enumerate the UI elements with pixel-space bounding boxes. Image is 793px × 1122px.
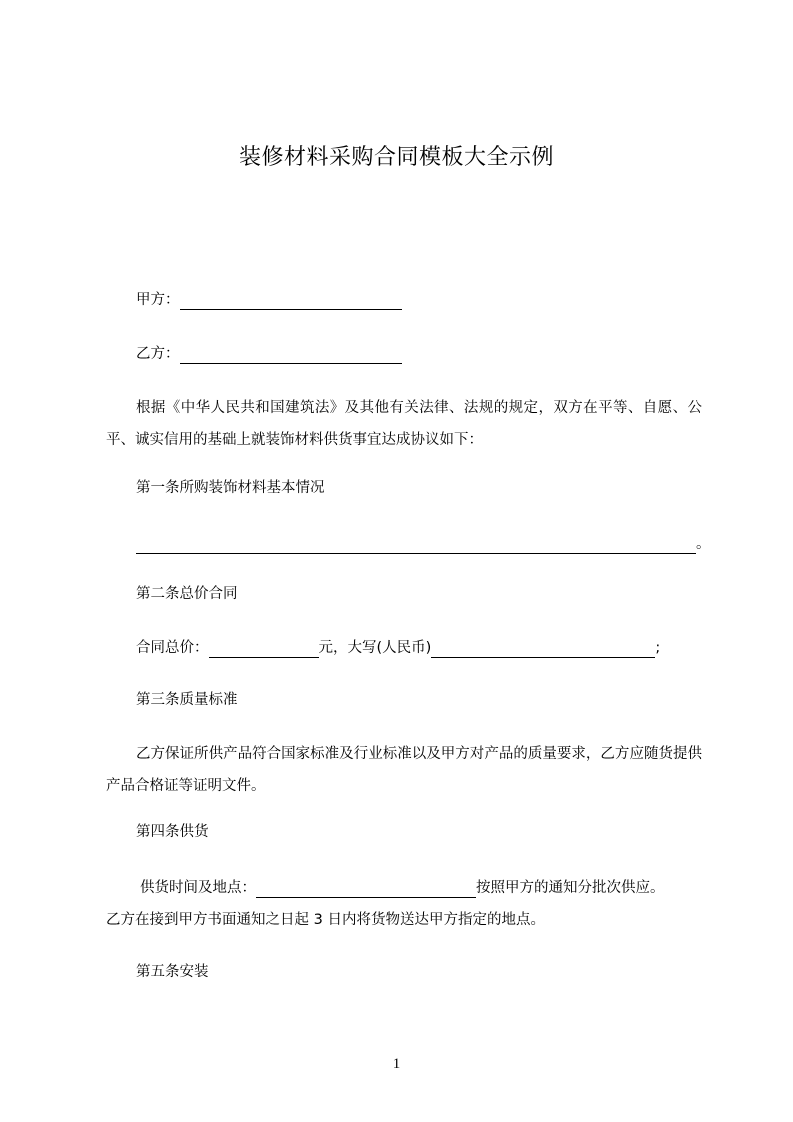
article-2-title: 第二条总价合同 [136, 586, 238, 602]
article-1-end: 。 [696, 536, 711, 552]
party-b-label: 乙方： [136, 346, 180, 362]
page-number: 1 [392, 1056, 401, 1072]
total-price-blank [209, 639, 319, 658]
article-1-blank [136, 535, 696, 554]
supply-line-2: 乙方在接到甲方书面通知之日起 3 日内将货物送达甲方指定的地点。 [106, 912, 545, 928]
total-price-label: 合同总价： [136, 640, 209, 656]
supply-label: 供货时间及地点： [140, 880, 256, 896]
party-a-blank [180, 291, 402, 310]
total-price-line [136, 632, 660, 664]
supply-line-1 [136, 872, 665, 904]
article-5-title: 第五条安装 [136, 964, 209, 980]
article-3-title: 第三条质量标准 [136, 692, 238, 708]
yuan-label: 元，大写(人民币) [318, 640, 432, 656]
supply-time-blank [256, 879, 334, 898]
article-1-line [136, 528, 711, 560]
party-a-label: 甲方： [136, 292, 180, 308]
supply-after-blank: 按照甲方的通知分批次供应。 [476, 880, 665, 896]
party-b-line [136, 338, 402, 370]
total-price-end: ; [655, 640, 661, 656]
intro-paragraph: 根据《中华人民共和国建筑法》及其他有关法律、法规的规定，双方在平等、自愿、公平、诚实信用的基础上就装饰材料供货事宜达成协议如下： [106, 400, 702, 448]
article-1-title: 第一条所购装饰材料基本情况 [136, 480, 325, 496]
supply-place-blank [334, 879, 476, 898]
party-b-blank [180, 345, 402, 364]
party-a-line [136, 284, 402, 316]
quality-paragraph: 乙方保证所供产品符合国家标准及行业标准以及甲方对产品的质量要求，乙方应随货提供产品合格证等证明文件。 [106, 746, 702, 794]
document-title: 装修材料采购合同模板大全示例 [238, 145, 554, 170]
article-4-title: 第四条供货 [136, 824, 209, 840]
total-price-words-blank [431, 639, 655, 658]
